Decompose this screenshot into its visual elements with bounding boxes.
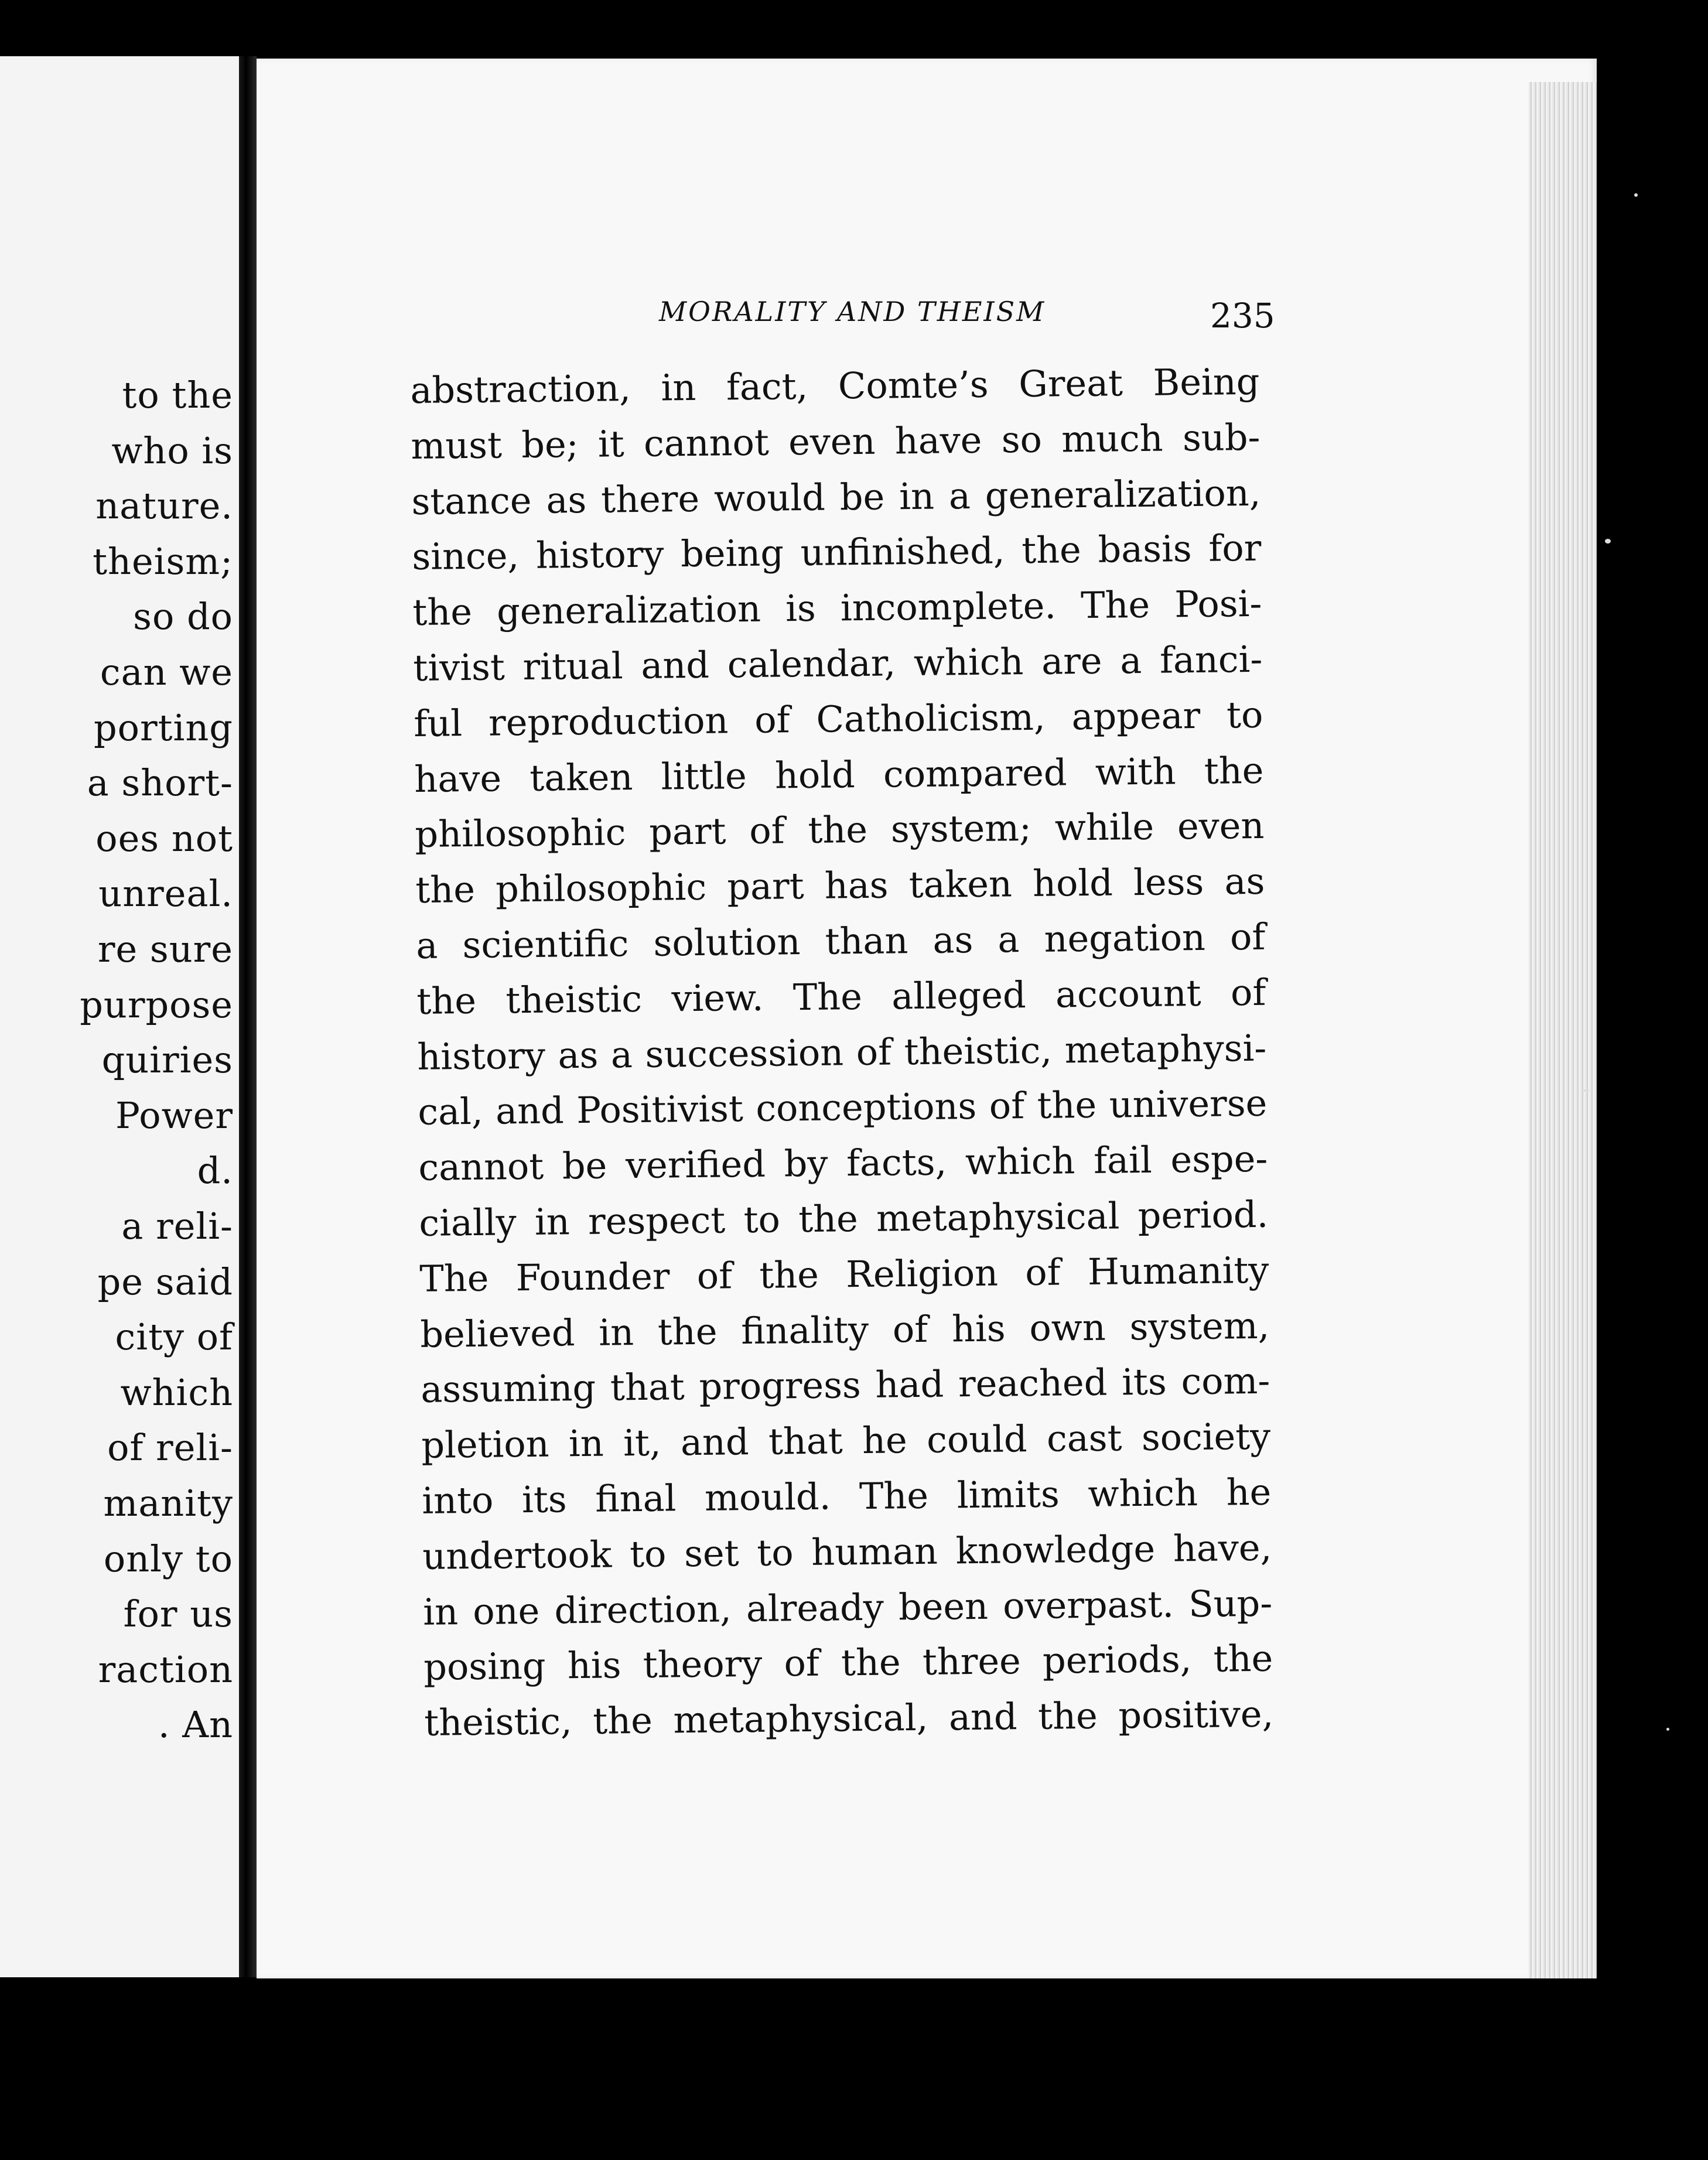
- page-edge: [1529, 82, 1597, 1978]
- dust-speck: [1605, 539, 1611, 544]
- body-line: since, history being unfinished, the basis for: [412, 527, 1262, 579]
- body-line: ful reproduction of Catholicism, appear to: [414, 693, 1263, 745]
- body-line: in one direction, already been overpast. Sup-: [422, 1581, 1273, 1633]
- body-line: assuming that progress had reached its com-: [420, 1359, 1270, 1411]
- left-page-line: raction: [98, 1648, 233, 1691]
- body-line: history as a succession of theistic, metaphysi-: [417, 1026, 1267, 1078]
- running-head: MORALITY AND THEISM: [659, 296, 1046, 327]
- left-page-line: to the: [122, 374, 233, 416]
- body-line: have taken little hold compared with the: [414, 749, 1264, 801]
- left-page-line: who is: [111, 429, 233, 472]
- left-page-line: of reli-: [107, 1426, 233, 1469]
- left-page-line: city of: [115, 1315, 233, 1359]
- left-page-line: for us: [123, 1592, 233, 1636]
- dust-speck: [1666, 1728, 1669, 1731]
- body-line: cal, and Positivist conceptions of the universe: [418, 1082, 1268, 1134]
- body-line: tivist ritual and calendar, which are a fanci-: [413, 637, 1263, 689]
- body-line: pletion in it, and that he could cast society: [421, 1414, 1271, 1467]
- book-gutter: [239, 56, 257, 1977]
- body-line: believed in the finality of his own system,: [419, 1304, 1270, 1356]
- left-page: [0, 56, 239, 1977]
- left-page-line: d.: [197, 1149, 233, 1192]
- body-line: posing his theory of the three periods, the: [423, 1637, 1273, 1689]
- left-page-line: quiries: [101, 1038, 233, 1082]
- left-page-line: manity: [103, 1482, 233, 1525]
- left-page-line: a reli-: [121, 1205, 233, 1248]
- left-page-line: re sure: [97, 928, 233, 970]
- body-line: the theistic view. The alleged account of: [416, 970, 1266, 1023]
- left-page-line: can we: [100, 651, 233, 693]
- left-page-line: oes not: [95, 816, 233, 860]
- left-page-line: porting: [93, 706, 233, 749]
- dust-speck: [1634, 193, 1638, 197]
- left-page-line: only to: [103, 1537, 233, 1580]
- body-line: a scientific solution than as a negation of: [416, 915, 1266, 967]
- left-page-line: . An: [158, 1703, 233, 1747]
- body-line: cially in respect to the metaphysical period.: [418, 1192, 1269, 1245]
- body-line: into its final mould. The limits which he: [421, 1470, 1272, 1522]
- body-line: The Founder of the Religion of Humanity: [419, 1248, 1269, 1300]
- left-page-line: so do: [133, 595, 233, 638]
- body-line: undertook to set to human knowledge have,: [422, 1526, 1272, 1578]
- body-line: the philosophic part has taken hold less as: [415, 859, 1265, 912]
- body-text: [410, 354, 1274, 1751]
- left-page-line: purpose: [80, 983, 233, 1026]
- body-line: stance as there would be in a generalization,: [411, 471, 1261, 523]
- left-page-line: which: [120, 1370, 233, 1414]
- left-page-line: nature.: [95, 484, 233, 528]
- body-line: abstraction, in fact, Comte’s Great Being: [410, 360, 1260, 412]
- body-line: the generalization is incomplete. The Posi-: [412, 582, 1262, 634]
- left-page-line: a short-: [87, 761, 233, 805]
- dust-speck: [1581, 1089, 1590, 1092]
- body-line: philosophic part of the system; while even: [415, 804, 1265, 856]
- left-page-line: unreal.: [98, 872, 233, 915]
- body-line: cannot be verified by facts, which fail espe-: [418, 1137, 1268, 1190]
- body-line: must be; it cannot even have so much sub-: [411, 415, 1260, 467]
- left-page-line: theism;: [93, 539, 233, 583]
- left-page-line: Power: [115, 1093, 233, 1137]
- left-page-line: pe said: [97, 1260, 233, 1303]
- body-line: theistic, the metaphysical, and the positive,: [423, 1692, 1274, 1744]
- page-number: 235: [1210, 296, 1275, 336]
